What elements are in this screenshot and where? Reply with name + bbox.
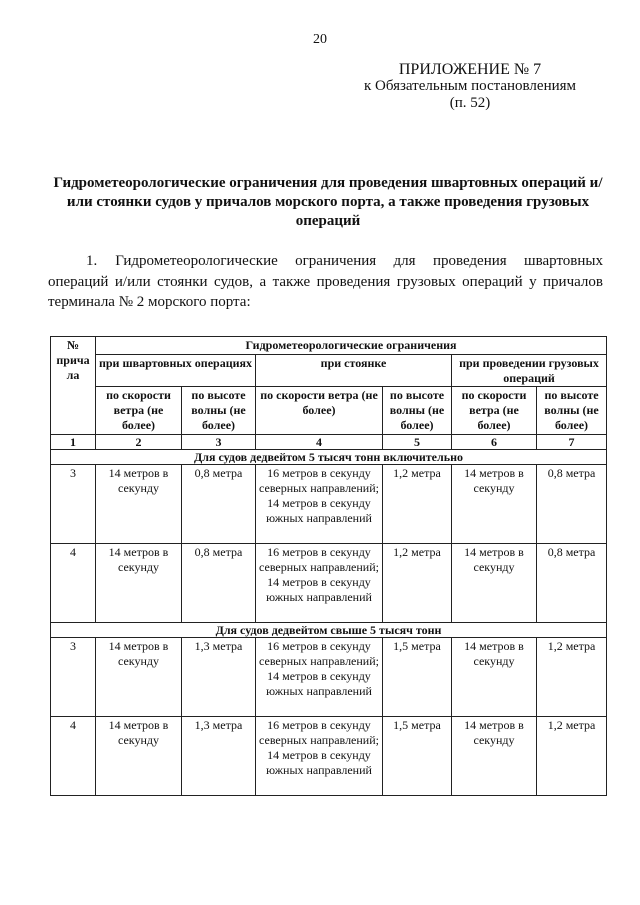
parking-wave-cell: 1,5 метра: [383, 638, 452, 717]
header-wave-height-cargo: по высоте волны (не более): [537, 387, 607, 435]
cargo-wave-cell: 1,2 метра: [537, 717, 607, 796]
column-number: 5: [383, 435, 452, 450]
paragraph-number: 1.: [86, 253, 98, 269]
paragraph-1: [48, 251, 603, 313]
parking-wind-south: 14 метров в секунду южных направлений: [266, 748, 372, 777]
header-mooring: при швартовных операциях: [96, 355, 256, 387]
cargo-wave-cell: 1,2 метра: [537, 638, 607, 717]
header-wave-height-mooring: по высоте волны (не более): [182, 387, 256, 435]
section-row-up-to-5000: [51, 450, 607, 465]
berth-number: 4: [51, 544, 96, 623]
header-cargo: при проведении грузовых операций: [452, 355, 607, 387]
header-limits: Гидрометеорологические ограничения: [96, 337, 607, 355]
cargo-wind-cell: 14 метров в секунду: [452, 638, 537, 717]
parking-wave-cell: 1,2 метра: [383, 465, 452, 544]
table-row: [51, 465, 607, 544]
column-numbers-row: [51, 435, 607, 450]
header-wind-speed-cargo: по скорости ветра (не более): [452, 387, 537, 435]
header-wind-speed-parking: по скорости ветра (не более): [256, 387, 383, 435]
cargo-wave-cell: 0,8 метра: [537, 544, 607, 623]
mooring-wind-cell: 14 метров в секунду: [96, 717, 182, 796]
cargo-wave-cell: 0,8 метра: [537, 465, 607, 544]
parking-wave-cell: 1,2 метра: [383, 544, 452, 623]
mooring-wind-cell: 14 метров в секунду: [96, 638, 182, 717]
appendix-clause: (п. 52): [449, 95, 491, 111]
header-parking: при стоянке: [256, 355, 452, 387]
document-title: Гидрометеорологические ограничения для проведения швартовных операций и/или стоянки судов у причалов морского порта, а также проведения грузовых операций: [53, 175, 603, 229]
column-number: 3: [182, 435, 256, 450]
column-number: 4: [256, 435, 383, 450]
table-row: [51, 544, 607, 623]
parking-wave-cell: 1,5 метра: [383, 717, 452, 796]
parking-wind-cell: [256, 717, 383, 796]
header-wind-speed-mooring: по скорости ветра (не более): [96, 387, 182, 435]
header-berth-no: № прича ла: [51, 337, 96, 435]
parking-wind-north: 16 метров в секунду северных направлений;: [259, 545, 379, 574]
parking-wind-south: 14 метров в секунду южных направлений: [266, 669, 372, 698]
parking-wind-cell: [256, 465, 383, 544]
header-wave-height-parking: по высоте волны (не более): [383, 387, 452, 435]
berth-number: 3: [51, 465, 96, 544]
mooring-wave-cell: 0,8 метра: [182, 465, 256, 544]
section-row-over-5000: [51, 623, 607, 638]
parking-wind-north: 16 метров в секунду северных направлений;: [259, 718, 379, 747]
mooring-wave-cell: 1,3 метра: [182, 638, 256, 717]
column-number: 7: [537, 435, 607, 450]
mooring-wave-cell: 1,3 метра: [182, 717, 256, 796]
table-row: [51, 717, 607, 796]
page-number: 20: [313, 32, 327, 47]
parking-wind-cell: [256, 638, 383, 717]
column-number: 1: [51, 435, 96, 450]
appendix-title: ПРИЛОЖЕНИЕ № 7: [398, 61, 542, 78]
cargo-wind-cell: 14 метров в секунду: [452, 544, 537, 623]
berth-number: 3: [51, 638, 96, 717]
mooring-wind-cell: 14 метров в секунду: [96, 544, 182, 623]
cargo-wind-cell: 14 метров в секунду: [452, 717, 537, 796]
column-number: 2: [96, 435, 182, 450]
berth-number: 4: [51, 717, 96, 796]
parking-wind-cell: [256, 544, 383, 623]
mooring-wind-cell: 14 метров в секунду: [96, 465, 182, 544]
header-row-2: [51, 355, 607, 387]
header-row-1: [51, 337, 607, 355]
appendix-block: [340, 61, 600, 112]
section-title: Для судов дедвейтом 5 тысяч тонн включительно: [51, 450, 607, 465]
limits-table: [50, 336, 607, 796]
parking-wind-south: 14 метров в секунду южных направлений: [266, 575, 372, 604]
parking-wind-north: 16 метров в секунду северных направлений;: [259, 466, 379, 495]
section-title: Для судов дедвейтом свыше 5 тысяч тонн: [51, 623, 607, 638]
table-row: [51, 638, 607, 717]
column-number: 6: [452, 435, 537, 450]
cargo-wind-cell: 14 метров в секунду: [452, 465, 537, 544]
appendix-reference: к Обязательным постановлениям: [363, 78, 577, 94]
mooring-wave-cell: 0,8 метра: [182, 544, 256, 623]
header-row-3: [51, 387, 607, 435]
paragraph-text: Гидрометеорологические ограничения для проведения швартовных операций и/или стоянки судов, а также проведения грузовых операций у причалов терминала № 2 морского порта:: [48, 253, 603, 310]
parking-wind-south: 14 метров в секунду южных направлений: [266, 496, 372, 525]
parking-wind-north: 16 метров в секунду северных направлений;: [259, 639, 379, 668]
